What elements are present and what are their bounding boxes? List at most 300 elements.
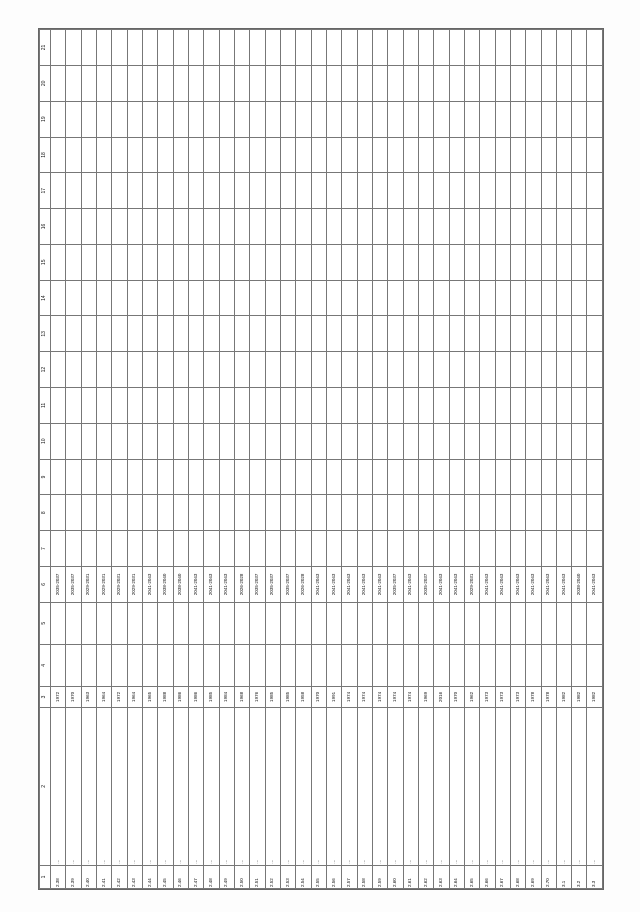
row-cell [449,280,464,316]
row-cell [418,352,433,388]
row-cell [510,602,525,644]
row-cell [280,66,295,102]
row-cell [250,244,265,280]
row-cell [495,602,510,644]
row-cell [280,316,295,352]
row-year: 1974 [342,686,357,707]
row-cell [311,137,326,173]
table-row [234,30,249,889]
row-cell [556,244,571,280]
row-cell [296,101,311,137]
row-cell [51,459,66,495]
row-cell [234,495,249,531]
row-cell [587,137,603,173]
row-cell [434,423,449,459]
row-cell [495,459,510,495]
row-cell [265,173,280,209]
row-cell [572,602,587,644]
row-cell [434,173,449,209]
row-cell [158,316,173,352]
row-cell [112,244,127,280]
row-index: 2.55 [311,865,326,888]
row-cell [66,30,81,66]
row-cell [188,66,203,102]
row-cell [280,101,295,137]
row-cell [480,101,495,137]
row-cell [96,244,111,280]
row-cell [434,244,449,280]
row-cell [572,316,587,352]
column-number: 9 [40,459,51,495]
row-cell [372,459,387,495]
row-cell [357,316,372,352]
row-cell [449,352,464,388]
row-address: … [51,707,66,865]
row-cell [158,459,173,495]
row-cell [173,352,188,388]
row-cell [357,280,372,316]
column-number: 17 [40,173,51,209]
row-schedule: 2038-2040 [572,566,587,602]
row-cell [112,352,127,388]
row-cell [480,423,495,459]
row-cell [66,137,81,173]
row-cell [556,352,571,388]
row-address: … [96,707,111,865]
row-cell [142,66,157,102]
row-cell [434,280,449,316]
row-cell [510,388,525,424]
row-cell [372,531,387,567]
row-cell [372,244,387,280]
table-row [342,30,357,889]
row-cell [372,209,387,245]
column-number: 2 [40,707,51,865]
row-cell [219,280,234,316]
table-row [526,30,541,889]
row-schedule: 2041-2043 [556,566,571,602]
row-cell [541,388,556,424]
row-cell [357,644,372,686]
row-cell [173,101,188,137]
row-cell [326,388,341,424]
row-cell [541,173,556,209]
table-row [204,30,219,889]
row-cell [464,280,479,316]
row-cell [495,280,510,316]
row-cell [81,459,96,495]
row-cell [51,602,66,644]
row-cell [219,602,234,644]
row-cell [357,244,372,280]
row-cell [480,531,495,567]
row-cell [296,173,311,209]
row-cell [51,209,66,245]
row-cell [480,173,495,209]
row-cell [311,459,326,495]
row-cell [204,244,219,280]
row-schedule: 2029-2031 [464,566,479,602]
row-cell [112,30,127,66]
row-cell [526,101,541,137]
row-cell [142,602,157,644]
row-cell [556,423,571,459]
row-cell [587,459,603,495]
row-schedule: 2041-2043 [587,566,603,602]
row-schedule: 2035-2037 [418,566,433,602]
row-cell [480,280,495,316]
row-cell [158,244,173,280]
row-address: … [250,707,265,865]
row-cell [434,101,449,137]
row-cell [342,244,357,280]
row-cell [372,423,387,459]
row-cell [250,316,265,352]
row-cell [142,137,157,173]
row-cell [96,459,111,495]
row-cell [464,531,479,567]
row-cell [418,602,433,644]
row-cell [158,423,173,459]
row-cell [495,30,510,66]
row-schedule: 2041-2043 [434,566,449,602]
row-cell [480,244,495,280]
row-cell [480,388,495,424]
row-cell [81,209,96,245]
row-address: … [326,707,341,865]
row-cell [388,280,403,316]
table-row [142,30,157,889]
row-cell [449,495,464,531]
row-year: 1972 [112,686,127,707]
row-year: 1970 [311,686,326,707]
row-cell [541,244,556,280]
row-year: 1982 [587,686,603,707]
row-cell [388,459,403,495]
row-address: … [556,707,571,865]
row-schedule: 2026-2028 [234,566,249,602]
row-cell [449,644,464,686]
row-cell [112,531,127,567]
row-cell [51,30,66,66]
row-cell [311,602,326,644]
row-cell [587,173,603,209]
row-index: 2.54 [296,865,311,888]
row-cell [204,280,219,316]
table-row [188,30,203,889]
row-cell [342,602,357,644]
row-cell [357,137,372,173]
row-cell [311,495,326,531]
row-cell [127,602,142,644]
row-index: 2.63 [434,865,449,888]
row-cell [526,352,541,388]
row-cell [372,280,387,316]
row-cell [265,101,280,137]
column-number: 3 [40,686,51,707]
row-cell [265,602,280,644]
row-cell [403,244,418,280]
row-cell [112,316,127,352]
table-row [96,30,111,889]
row-cell [556,280,571,316]
row-cell [464,602,479,644]
row-cell [250,388,265,424]
row-address: … [510,707,525,865]
row-cell [142,101,157,137]
column-number: 15 [40,244,51,280]
row-cell [204,316,219,352]
row-cell [526,316,541,352]
row-cell [127,423,142,459]
row-cell [112,280,127,316]
row-cell [311,644,326,686]
row-address: … [219,707,234,865]
row-cell [572,495,587,531]
row-cell [357,30,372,66]
row-cell [204,209,219,245]
row-cell [342,30,357,66]
row-cell [280,244,295,280]
row-cell [234,531,249,567]
row-cell [188,644,203,686]
row-cell [188,280,203,316]
row-schedule: 2035-2037 [51,566,66,602]
row-cell [480,30,495,66]
row-cell [81,495,96,531]
row-cell [480,644,495,686]
row-cell [403,280,418,316]
row-cell [280,137,295,173]
row-cell [112,644,127,686]
row-cell [234,423,249,459]
row-cell [388,244,403,280]
row-cell [158,388,173,424]
row-cell [158,531,173,567]
row-cell [372,644,387,686]
row-cell [311,209,326,245]
row-cell [418,423,433,459]
row-cell [112,495,127,531]
row-cell [480,137,495,173]
row-cell [495,495,510,531]
row-index: 3.2 [572,865,587,888]
row-cell [464,316,479,352]
row-cell [342,173,357,209]
row-cell [587,66,603,102]
row-cell [510,173,525,209]
row-cell [526,137,541,173]
row-cell [188,459,203,495]
row-cell [204,137,219,173]
table-row [480,30,495,889]
row-cell [403,101,418,137]
row-cell [311,173,326,209]
row-cell [173,495,188,531]
row-address: … [388,707,403,865]
row-cell [265,495,280,531]
row-cell [449,388,464,424]
table-row [572,30,587,889]
row-cell [418,30,433,66]
row-cell [556,173,571,209]
row-cell [127,495,142,531]
table-row [495,30,510,889]
row-cell [234,644,249,686]
column-number: 8 [40,495,51,531]
row-year: 1958 [296,686,311,707]
row-cell [326,531,341,567]
row-cell [296,352,311,388]
row-cell [112,388,127,424]
row-cell [572,388,587,424]
row-cell [127,209,142,245]
row-cell [326,316,341,352]
row-cell [96,137,111,173]
row-cell [296,602,311,644]
row-cell [204,30,219,66]
row-index: 2.48 [204,865,219,888]
row-cell [572,209,587,245]
row-cell [158,644,173,686]
row-cell [541,316,556,352]
row-cell [403,173,418,209]
row-year: 1988 [158,686,173,707]
row-cell [234,602,249,644]
row-cell [464,137,479,173]
row-index: 2.69 [526,865,541,888]
row-cell [434,602,449,644]
row-cell [296,30,311,66]
row-cell [188,101,203,137]
row-cell [449,316,464,352]
row-cell [173,602,188,644]
row-cell [219,459,234,495]
row-cell [464,352,479,388]
row-cell [234,459,249,495]
row-cell [510,352,525,388]
row-cell [296,316,311,352]
row-address: … [572,707,587,865]
row-year: 1970 [449,686,464,707]
row-index: 2.39 [66,865,81,888]
row-cell [204,173,219,209]
row-cell [66,531,81,567]
row-cell [495,644,510,686]
row-year: 2016 [434,686,449,707]
row-cell [342,644,357,686]
row-cell [372,602,387,644]
row-cell [142,352,157,388]
row-address: … [587,707,603,865]
row-cell [326,173,341,209]
row-cell [449,531,464,567]
row-cell [495,101,510,137]
row-schedule: 2035-2037 [250,566,265,602]
row-cell [188,423,203,459]
row-cell [219,101,234,137]
row-cell [495,423,510,459]
row-cell [127,459,142,495]
row-cell [326,137,341,173]
row-cell [219,244,234,280]
row-address: … [541,707,556,865]
row-schedule: 2029-2031 [81,566,96,602]
row-cell [388,352,403,388]
rotated-table [38,28,604,890]
row-year: 1964 [96,686,111,707]
row-cell [219,495,234,531]
row-cell [526,644,541,686]
row-year: 1985 [280,686,295,707]
row-cell [434,388,449,424]
row-cell [311,66,326,102]
row-cell [510,531,525,567]
row-cell [127,352,142,388]
row-cell [434,459,449,495]
row-cell [449,244,464,280]
row-cell [204,352,219,388]
row-address: … [357,707,372,865]
row-cell [51,173,66,209]
row-index: 2.68 [510,865,525,888]
row-cell [480,209,495,245]
row-cell [234,137,249,173]
row-cell [96,66,111,102]
row-cell [127,531,142,567]
row-cell [464,644,479,686]
row-cell [234,209,249,245]
row-cell [342,459,357,495]
row-cell [434,137,449,173]
row-cell [66,66,81,102]
row-cell [112,101,127,137]
row-index: 2.57 [342,865,357,888]
row-cell [204,602,219,644]
row-cell [142,280,157,316]
row-cell [464,30,479,66]
row-cell [372,101,387,137]
row-cell [403,531,418,567]
column-number: 14 [40,280,51,316]
row-cell [265,388,280,424]
row-year: 1985 [204,686,219,707]
row-address: … [81,707,96,865]
row-index: 2.44 [142,865,157,888]
row-year: 1973 [480,686,495,707]
row-cell [265,137,280,173]
row-cell [173,644,188,686]
row-schedule: 2041-2043 [326,566,341,602]
row-cell [142,173,157,209]
row-cell [418,137,433,173]
table-row [112,30,127,889]
row-cell [265,423,280,459]
row-cell [480,66,495,102]
row-cell [526,173,541,209]
row-cell [188,602,203,644]
row-cell [265,531,280,567]
row-year: 1985 [265,686,280,707]
row-cell [296,644,311,686]
column-number: 10 [40,423,51,459]
row-schedule: 2041-2043 [188,566,203,602]
row-cell [342,531,357,567]
row-schedule: 2041-2043 [495,566,510,602]
table-row [403,30,418,889]
row-cell [234,280,249,316]
row-cell [403,137,418,173]
